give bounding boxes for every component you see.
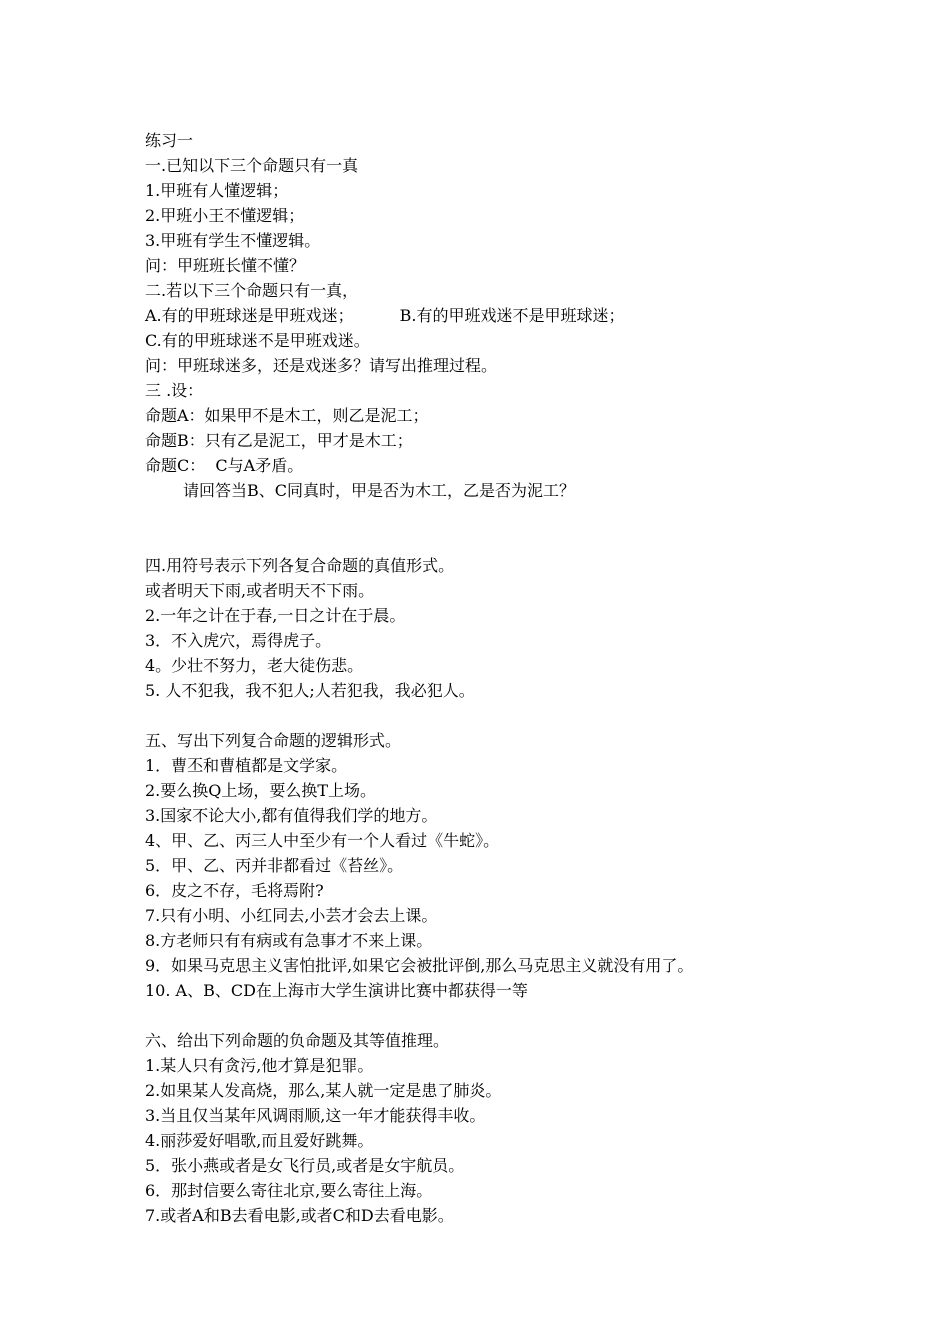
section-4-item: 或者明天下雨,或者明天不下雨。 (145, 581, 375, 600)
section-6-heading: 六、给出下列命题的负命题及其等值推理。 (145, 1031, 450, 1050)
section-2-option-c: C.有的甲班球迷不是甲班戏迷。 (145, 331, 370, 350)
section-1-item: 2.甲班小王不懂逻辑； (145, 206, 305, 225)
section-6-item: 1.某人只有贪污,他才算是犯罪。 (145, 1056, 374, 1075)
section-2-question: 问：甲班球迷多，还是戏迷多？请写出推理过程。 (145, 356, 498, 375)
section-2-options-row (145, 303, 925, 328)
section-5-item: 3.国家不论大小,都有值得我们学的地方。 (145, 806, 438, 825)
section-5-item: 4、甲、乙、丙三人中至少有一个人看过《牛蛇》。 (145, 831, 500, 850)
section-1-heading: 一.已知以下三个命题只有一真 (145, 156, 359, 175)
section-3-item: 命题A：如果甲不是木工，则乙是泥工； (145, 406, 429, 425)
section-5-item: 8.方老师只有有病或有急事才不来上课。 (145, 931, 433, 950)
section-2-heading: 二.若以下三个命题只有一真， (145, 281, 359, 300)
section-6-item: 3.当且仅当某年风调雨顺,这一年才能获得丰收。 (145, 1106, 486, 1125)
section-4-item: 4。少壮不努力，老大徒伤悲。 (145, 656, 364, 675)
page-title: 练习一 (145, 131, 194, 150)
section-5-heading: 五、写出下列复合命题的逻辑形式。 (145, 731, 402, 750)
section-1-item: 1.甲班有人懂逻辑； (145, 181, 289, 200)
section-3-question: 请回答当B、C同真时，甲是否为木工，乙是否为泥工？ (183, 481, 576, 500)
section-5-item: 7.只有小明、小红同去,小芸才会去上课。 (145, 906, 438, 925)
section-5-item: 5．甲、乙、丙并非都看过《苔丝》。 (145, 856, 404, 875)
section-6-item: 5．张小燕或者是女飞行员,或者是女宇航员。 (145, 1156, 465, 1175)
section-6-item: 2.如果某人发高烧，那么,某人就一定是患了肺炎。 (145, 1081, 502, 1100)
section-5-item: 9．如果马克思主义害怕批评,如果它会被批评倒,那么马克思主义就没有用了。 (145, 956, 694, 975)
section-5-item: 1．曹丕和曹植都是文学家。 (145, 756, 348, 775)
section-5-item: 2.要么换Q上场，要么换T上场。 (145, 781, 377, 800)
section-2-option-a: A.有的甲班球迷是甲班戏迷； (145, 306, 354, 325)
section-2-option-b: B.有的甲班戏迷不是甲班球迷； (399, 306, 625, 325)
section-6-item: 6．那封信要么寄往北京,要么寄往上海。 (145, 1181, 433, 1200)
section-4-item: 2.一年之计在于春,一日之计在于晨。 (145, 606, 406, 625)
section-4-item: 3．不入虎穴，焉得虎子。 (145, 631, 332, 650)
section-3-item: 命题C： C与A矛盾。 (145, 456, 304, 475)
section-3-item: 命题B：只有乙是泥工，甲才是木工； (145, 431, 413, 450)
section-5-item: 6．皮之不存，毛将焉附? (145, 881, 324, 900)
section-6-item: 4.丽莎爱好唱歌,而且爱好跳舞。 (145, 1131, 374, 1150)
section-4-item: 5. 人不犯我，我不犯人;人若犯我，我必犯人。 (145, 681, 475, 700)
section-1-question: 问：甲班班长懂不懂？ (145, 256, 306, 275)
section-5-item: 10. A、B、CD在上海市大学生演讲比赛中都获得一等 (145, 981, 528, 1000)
section-4-heading: 四.用符号表示下列各复合命题的真值形式。 (145, 556, 455, 575)
section-1-item: 3.甲班有学生不懂逻辑。 (145, 231, 321, 250)
document-body (145, 128, 925, 1228)
section-6-item: 7.或者A和B去看电影,或者C和D去看电影。 (145, 1206, 454, 1225)
section-3-heading: 三 .设： (145, 381, 204, 400)
